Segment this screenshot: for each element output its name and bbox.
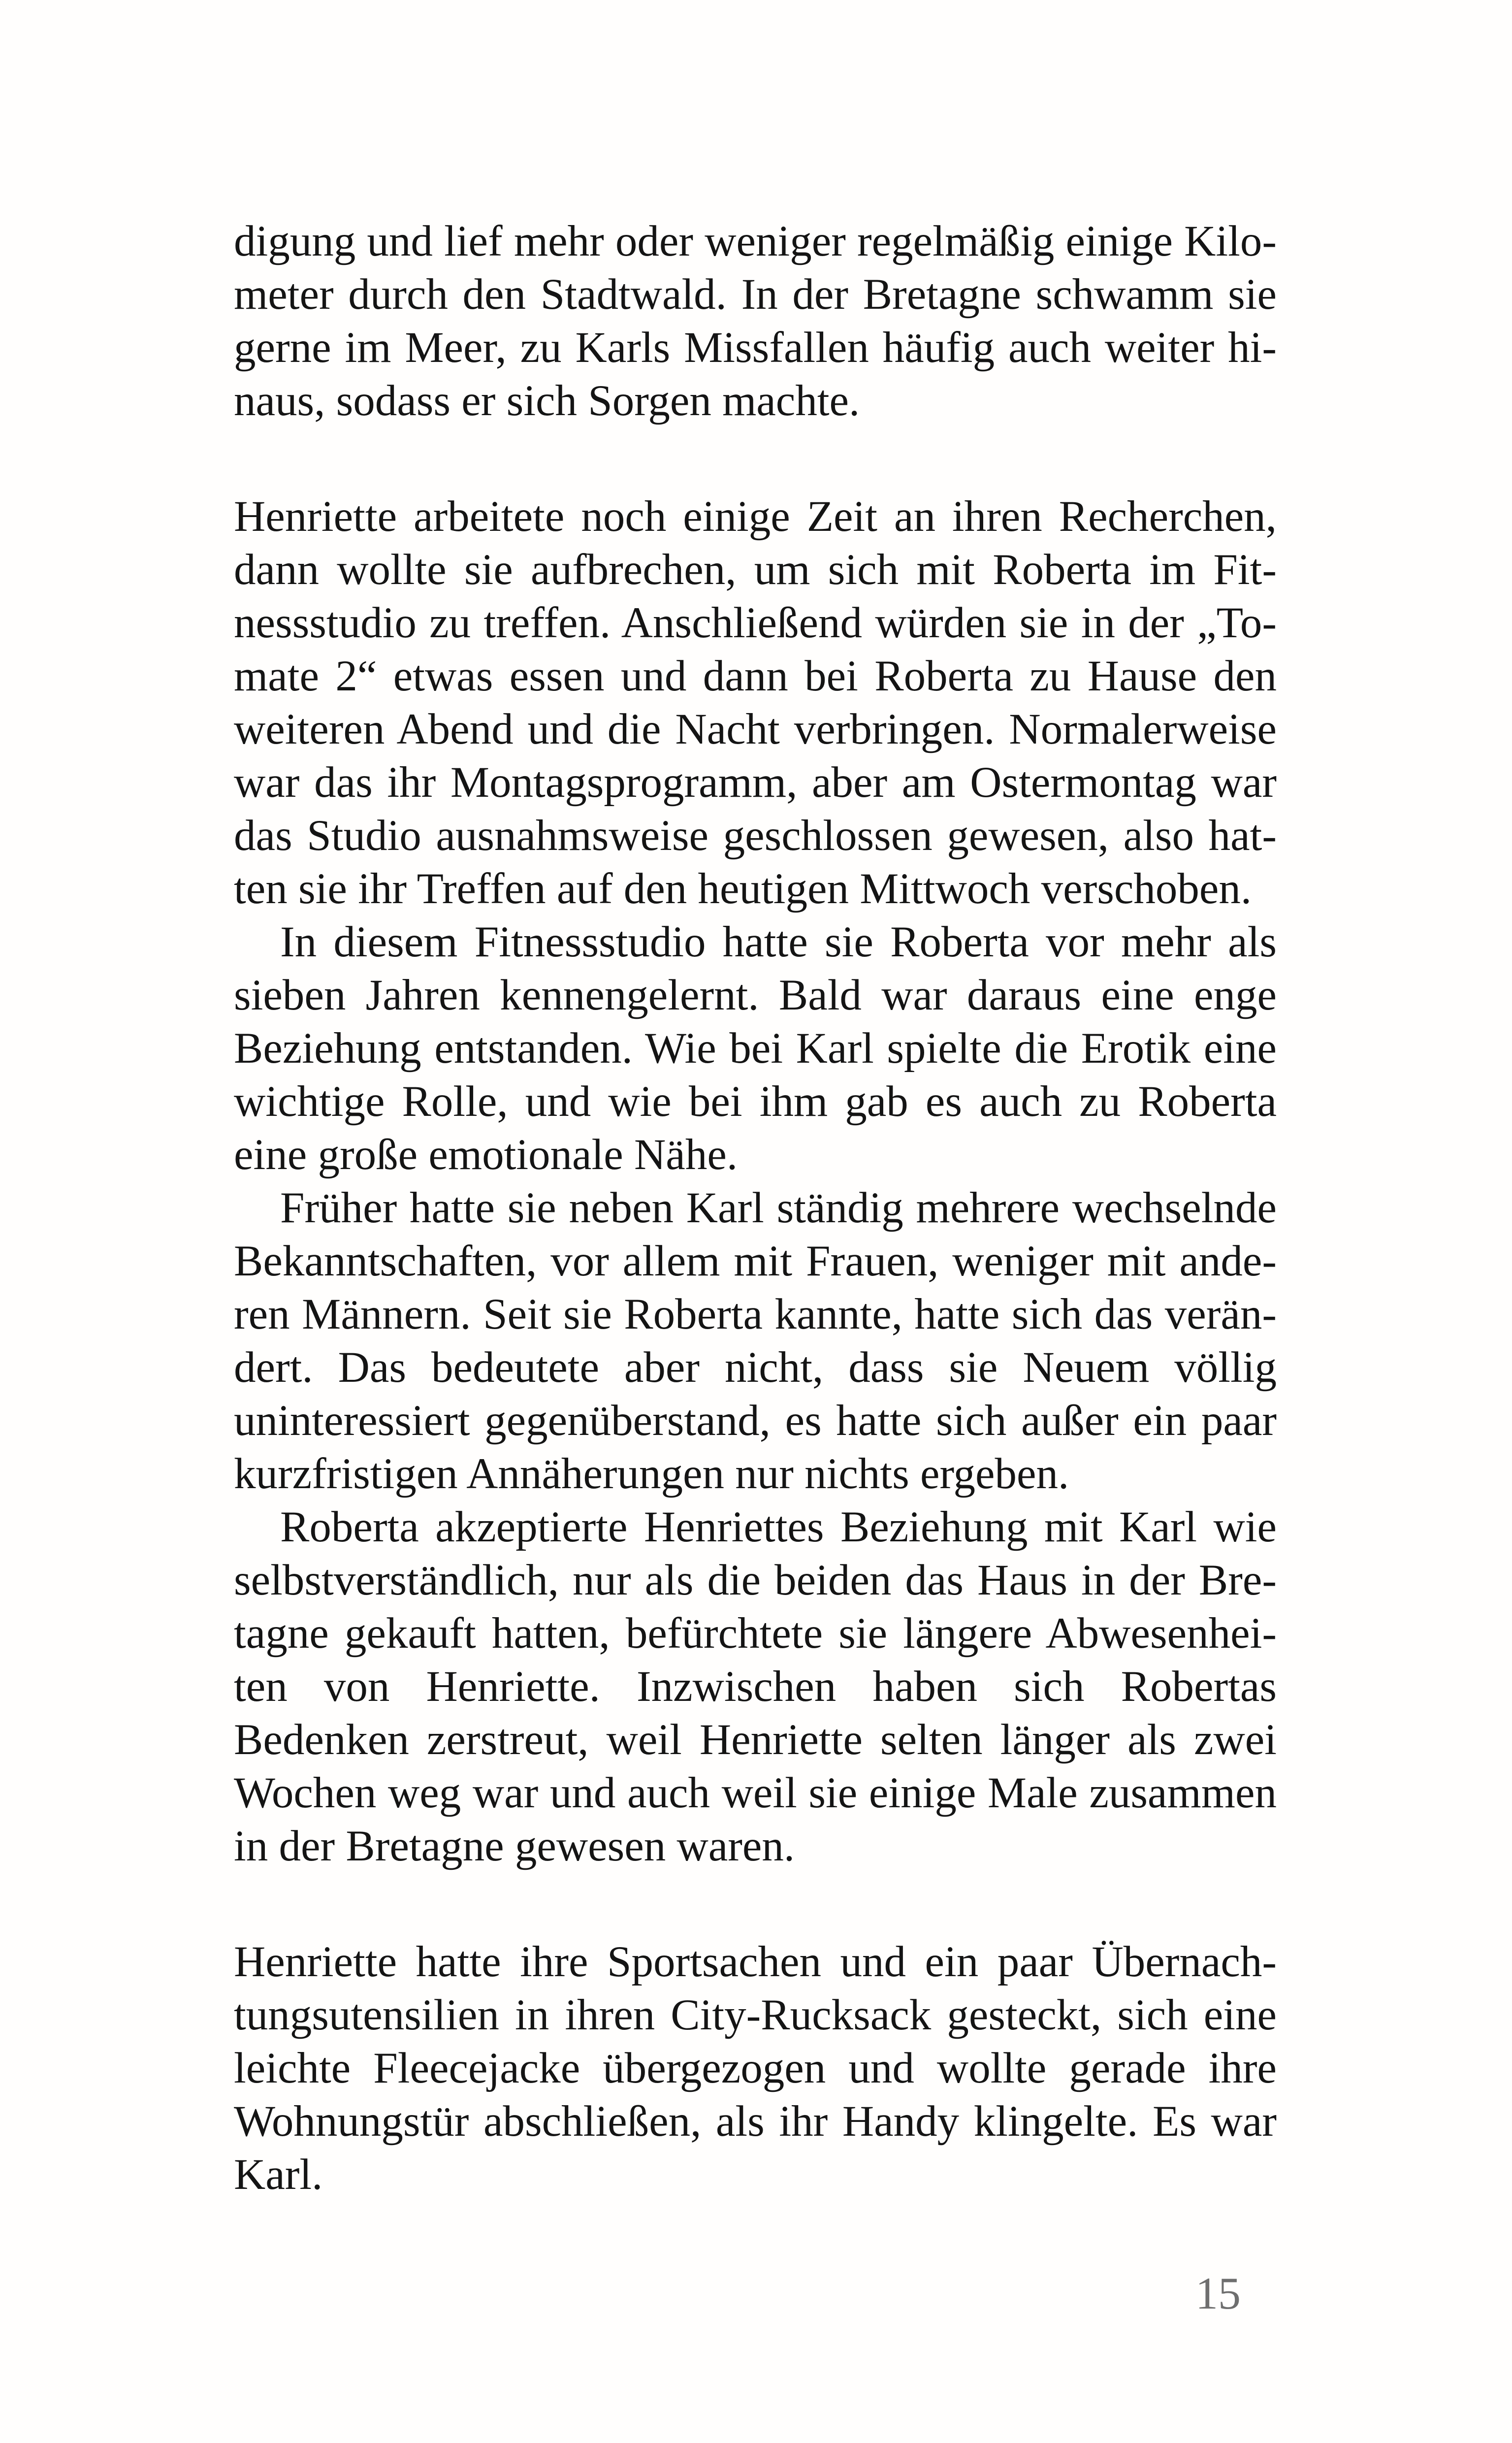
text-line: dert. Das bedeutete aber nicht, dass sie Neuem völlig: [234, 1343, 1277, 1392]
text-line: uninteressiert gegenüberstand, es hatte sich außer ein paar: [234, 1397, 1277, 1445]
paragraph: [234, 1500, 1277, 1873]
text-line: Bedenken zerstreut, weil Henriette selten länger als zwei: [234, 1716, 1277, 1764]
text-line: tungsutensilien in ihren City-Rucksack gesteckt, sich eine: [234, 1991, 1277, 2039]
paragraph: [234, 915, 1277, 1181]
text-line: war das ihr Montagsprogramm, aber am Ostermontag war: [234, 758, 1277, 807]
paragraph: [234, 215, 1277, 427]
text-line: nessstudio zu treffen. Anschließend würden sie in der „To-: [234, 599, 1277, 647]
paragraph: [234, 1935, 1277, 2201]
text-line: naus, sodass er sich Sorgen machte.: [234, 377, 860, 425]
text-section: [234, 215, 1277, 427]
text-line: ren Männern. Seit sie Roberta kannte, hatte sich das verän-: [234, 1290, 1277, 1338]
text-line: sieben Jahren kennengelernt. Bald war daraus eine enge: [234, 971, 1277, 1019]
text-line: mate 2“ etwas essen und dann bei Roberta zu Hause den: [234, 652, 1277, 700]
text-line: kurzfristigen Annäherungen nur nichts ergeben.: [234, 1450, 1069, 1498]
text-line: gerne im Meer, zu Karls Missfallen häufig auch weiter hi-: [234, 324, 1277, 372]
text-line: eine große emotionale Nähe.: [234, 1131, 738, 1179]
page-number: 15: [1195, 2268, 1241, 2318]
text-line: in der Bretagne gewesen waren.: [234, 1822, 795, 1870]
text-line: Wohnungstür abschließen, als ihr Handy klingelte. Es war: [234, 2097, 1277, 2146]
text-line: dann wollte sie aufbrechen, um sich mit Roberta im Fit-: [234, 546, 1277, 594]
text-line: ten sie ihr Treffen auf den heutigen Mittwoch verschoben.: [234, 865, 1252, 913]
text-line: Henriette arbeitete noch einige Zeit an ihren Recherchen,: [234, 492, 1277, 541]
text-line: meter durch den Stadtwald. In der Bretagne schwamm sie: [234, 270, 1277, 319]
text-line: digung und lief mehr oder weniger regelmäßig einige Kilo-: [234, 217, 1277, 265]
text-line: ten von Henriette. Inzwischen haben sich Robertas: [234, 1662, 1277, 1711]
text-line: tagne gekauft hatten, befürchtete sie längere Abwesenhei-: [234, 1609, 1277, 1658]
text-line: weiteren Abend und die Nacht verbringen. Normalerweise: [234, 705, 1277, 753]
text-section: [234, 1935, 1277, 2201]
body-text: [234, 215, 1277, 2201]
text-line: selbstverständlich, nur als die beiden das Haus in der Bre-: [234, 1556, 1277, 1604]
text-section: [234, 490, 1277, 1873]
text-line: Roberta akzeptierte Henriettes Beziehung mit Karl wie: [280, 1503, 1277, 1551]
text-line: Beziehung entstanden. Wie bei Karl spielte die Erotik eine: [234, 1024, 1277, 1073]
paragraph: [234, 1181, 1277, 1500]
text-line: Früher hatte sie neben Karl ständig mehrere wechselnde: [280, 1184, 1277, 1232]
text-line: Bekanntschaften, vor allem mit Frauen, weniger mit ande-: [234, 1237, 1277, 1285]
text-line: leichte Fleecejacke übergezogen und wollte gerade ihre: [234, 2044, 1277, 2092]
paragraph: [234, 490, 1277, 915]
text-line: das Studio ausnahmsweise geschlossen gewesen, also hat-: [234, 812, 1277, 860]
text-line: In diesem Fitnessstudio hatte sie Roberta vor mehr als: [280, 918, 1277, 966]
text-line: wichtige Rolle, und wie bei ihm gab es auch zu Roberta: [234, 1077, 1277, 1126]
text-line: Wochen weg war und auch weil sie einige Male zusammen: [234, 1769, 1277, 1817]
text-line: Henriette hatte ihre Sportsachen und ein paar Übernach-: [234, 1938, 1277, 1986]
text-line: Karl.: [234, 2150, 323, 2199]
